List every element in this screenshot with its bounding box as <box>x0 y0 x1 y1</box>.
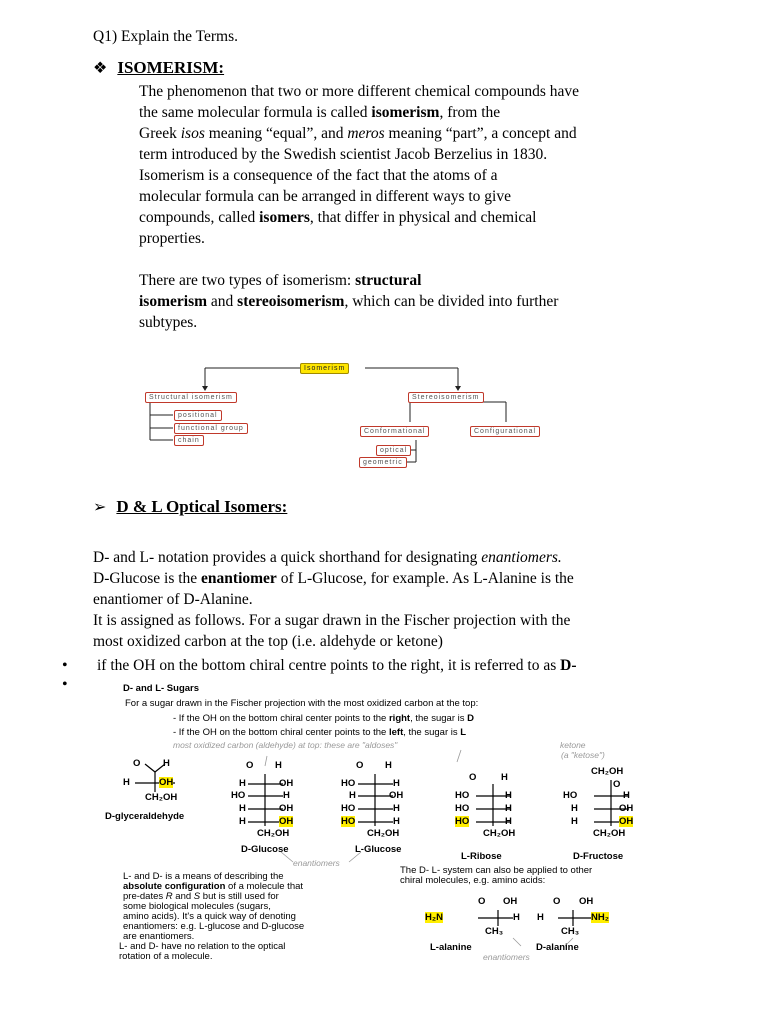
isomerism-paragraph <box>139 81 679 249</box>
figure-rule-d: - If the OH on the bottom chiral center points to the right, the sugar is D <box>173 713 474 724</box>
isomerism-types-paragraph <box>139 270 679 333</box>
text-line: absolute configuration of a molecule that <box>123 881 304 892</box>
atom-label: H <box>393 803 400 814</box>
tree-node-geometric: geometric <box>359 457 407 468</box>
figure-intro: For a sugar drawn in the Fischer projection with the most oxidized carbon at the top: <box>125 698 479 709</box>
text-line: D-Glucose is the enantiomer of L-Glucose, for example. As L-Alanine is the <box>93 570 574 587</box>
dl-sugars-figure <box>103 676 658 968</box>
tree-node-isomerism: Isomerism <box>300 363 349 374</box>
isomerism-heading <box>93 58 224 78</box>
diamond-bullet-icon: ❖ <box>93 60 108 77</box>
atom-label-highlight: OH <box>279 816 294 827</box>
atom-label: H <box>283 790 290 801</box>
atom-label: H <box>163 758 170 769</box>
atom-label: OH <box>619 803 634 814</box>
tree-node-structural: Structural isomerism <box>145 392 237 403</box>
label-d-glucose: D-Glucose <box>241 844 289 855</box>
text-line: compounds, called isomers, that differ in physical and chemical <box>139 209 537 226</box>
tree-node-positional: positional <box>174 410 222 421</box>
atom-label-highlight: NH₂ <box>591 912 609 923</box>
isomerism-tree-diagram <box>140 358 570 470</box>
atom-label-highlight: OH <box>159 777 174 788</box>
figure-rule-l: - If the OH on the bottom chiral center points to the left, the sugar is L <box>173 727 467 738</box>
atom-label: H <box>571 803 578 814</box>
atom-label: H <box>393 816 400 827</box>
text-line: the same molecular formula is called isomerism, from the <box>139 104 501 121</box>
atom-label: H <box>123 777 130 788</box>
isomerism-title: ISOMERISM: <box>117 58 225 77</box>
text-line: There are two types of isomerism: structural <box>139 272 422 289</box>
text-line: D- and L- notation provides a quick shorthand for designating enantiomers. <box>93 549 562 566</box>
figure-right-paragraph <box>400 866 592 886</box>
text-line: Greek isos meaning “equal”, and meros meaning “part”, a concept and <box>139 125 577 142</box>
atom-label: CH₂OH <box>145 792 178 803</box>
tree-node-stereo: Stereoisomerism <box>408 392 484 403</box>
text-line: amino acids). It's a quick way of denoting <box>123 911 296 922</box>
tree-node-chain: chain <box>174 435 204 446</box>
atom-label: O <box>553 896 561 907</box>
tree-node-optical: optical <box>376 445 411 456</box>
label-l-glucose: L-Glucose <box>355 844 402 855</box>
text-line: isomerism and stereoisomerism, which can be divided into further <box>139 293 559 310</box>
atom-label: CH₂OH <box>593 828 626 839</box>
atom-label: H <box>349 790 356 801</box>
atom-label: HO <box>455 803 470 814</box>
ketose-note: (a "ketose") <box>561 750 605 760</box>
atom-label: CH₂OH <box>591 766 624 777</box>
ketone-note: ketone <box>560 740 586 750</box>
text-line: The phenomenon that two or more different chemical compounds have <box>139 83 580 100</box>
atom-label: O <box>469 772 477 783</box>
atom-label: HO <box>455 790 470 801</box>
label-d-alanine: D-alanine <box>536 942 579 953</box>
atom-label: O <box>613 779 621 790</box>
dl-paragraph <box>93 547 673 652</box>
atom-label: H <box>623 790 630 801</box>
text-line: rotation of a molecule. <box>119 951 213 962</box>
atom-label: O <box>478 896 486 907</box>
atom-label: HO <box>341 778 356 789</box>
atom-label: HO <box>341 803 356 814</box>
text-line: enantiomer of D-Alanine. <box>93 591 253 608</box>
text-line: properties. <box>139 230 205 247</box>
text-line: It is assigned as follows. For a sugar drawn in the Fischer projection with the <box>93 612 571 629</box>
tree-node-configurational: Configurational <box>470 426 540 437</box>
arrow-bullet-icon: ➢ <box>93 499 107 516</box>
label-d-glyceraldehyde: D-glyceraldehyde <box>105 811 185 822</box>
text-line: term introduced by the Swedish scientist Jacob Berzelius in 1830. <box>139 146 548 163</box>
text-line: enantiomers: e.g. L-glucose and D-glucose <box>123 921 305 932</box>
figure-left-note <box>119 942 285 962</box>
tree-node-functional-group: functional group <box>174 423 248 434</box>
label-d-fructose: D-Fructose <box>573 851 624 862</box>
atom-label: H <box>393 778 400 789</box>
text-line: chiral molecules, e.g. amino acids: <box>400 875 546 886</box>
text-line: L- and D- is a means of describing the <box>123 871 284 882</box>
text-line: The D- L- system can also be applied to other <box>400 865 593 876</box>
atom-label: OH <box>279 803 294 814</box>
figure-left-paragraph <box>123 872 304 942</box>
atom-label: H <box>513 912 520 923</box>
atom-label: H <box>505 790 512 801</box>
enantiomers-note: enantiomers <box>293 858 340 868</box>
atom-label: CH₂OH <box>257 828 290 839</box>
text-line: Isomerism is a consequence of the fact that the atoms of a <box>139 167 498 184</box>
text-line: most oxidized carbon at the top (i.e. aldehyde or ketone) <box>93 633 443 650</box>
atom-label: H <box>239 816 246 827</box>
question-heading: Q1) Explain the Terms. <box>93 28 238 45</box>
text-line: L- and D- have no relation to the optical <box>119 941 286 952</box>
atom-label: CH₂OH <box>367 828 400 839</box>
atom-label: H <box>275 760 282 771</box>
atom-label: OH <box>389 790 404 801</box>
label-l-ribose: L-Ribose <box>461 851 502 862</box>
text-line: pre-dates R and S but is still used for <box>123 891 279 902</box>
atom-label: OH <box>503 896 518 907</box>
atom-label: H <box>239 778 246 789</box>
atom-label: H <box>571 816 578 827</box>
atom-label: H <box>501 772 508 783</box>
atom-label: H <box>505 816 512 827</box>
dl-bullet-item: if the OH on the bottom chiral centre points to the right, it is referred to as D- <box>97 657 577 674</box>
atom-label: HO <box>563 790 578 801</box>
dl-title: D & L Optical Isomers: <box>116 497 288 516</box>
figure-title: D- and L- Sugars <box>123 683 200 694</box>
bullet-dot: • <box>62 676 68 693</box>
atom-label: O <box>133 758 141 769</box>
atom-label: CH₃ <box>485 926 504 937</box>
bullet-dot: • <box>62 657 68 674</box>
atom-label-highlight: OH <box>619 816 634 827</box>
atom-label: CH₃ <box>561 926 580 937</box>
tree-node-conformational: Conformational <box>360 426 429 437</box>
atom-label: HO <box>231 790 246 801</box>
atom-label-highlight: H₂N <box>425 912 443 923</box>
text-line: are enantiomers. <box>123 931 195 942</box>
atom-label: OH <box>579 896 594 907</box>
dl-heading <box>93 497 287 517</box>
atom-label: O <box>356 760 364 771</box>
atom-label: H <box>385 760 392 771</box>
atom-label-highlight: HO <box>341 816 356 827</box>
text-line: molecular formula can be arranged in different ways to give <box>139 188 511 205</box>
text-line: subtypes. <box>139 314 198 331</box>
atom-label: H <box>537 912 544 923</box>
text-line: some biological molecules (sugars, <box>123 901 271 912</box>
atom-label: O <box>246 760 254 771</box>
atom-label-highlight: HO <box>455 816 470 827</box>
aldoses-note: most oxidized carbon (aldehyde) at top: these are "aldoses" <box>173 740 398 750</box>
atom-label: H <box>239 803 246 814</box>
atom-label: OH <box>279 778 294 789</box>
atom-label: H <box>505 803 512 814</box>
enantiomers-note: enantiomers <box>483 952 530 962</box>
atom-label: CH₂OH <box>483 828 516 839</box>
label-l-alanine: L-alanine <box>430 942 472 953</box>
